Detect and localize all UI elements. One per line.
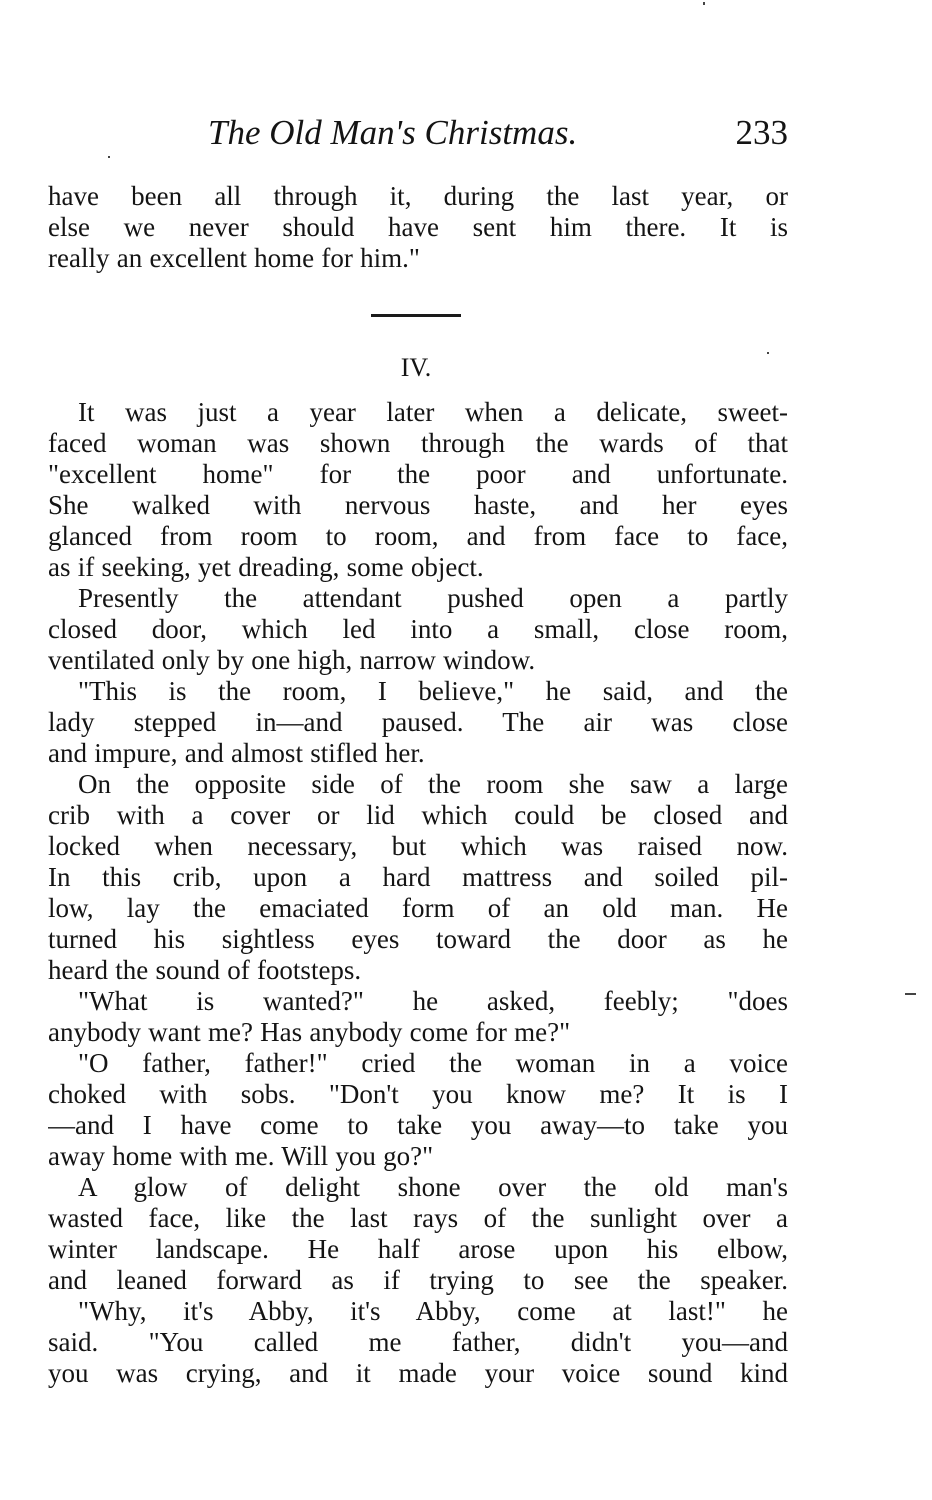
text-line: faced woman was shown through the wards of that xyxy=(48,428,788,458)
text-line: —and I have come to take you away—to take you xyxy=(48,1110,788,1140)
running-title: The Old Man's Christmas. xyxy=(208,113,578,152)
text-line: you was crying, and it made your voice sound kind xyxy=(48,1358,788,1388)
text-line: In this crib, upon a hard mattress and soiled pil- xyxy=(48,862,788,892)
text-line: On the opposite side of the room she saw a large xyxy=(78,769,788,799)
text-line: "excellent home" for the poor and unfortunate. xyxy=(48,459,788,489)
text-line: crib with a cover or lid which could be closed and xyxy=(48,800,788,830)
text-line: and impure, and almost stifled her. xyxy=(48,738,425,768)
section-divider xyxy=(371,314,461,317)
text-line: said. "You called me father, didn't you—and xyxy=(48,1327,788,1357)
print-speck xyxy=(767,352,769,354)
text-line: Presently the attendant pushed open a partly xyxy=(78,583,788,613)
text-line: as if seeking, yet dreading, some object. xyxy=(48,552,484,582)
text-line: really an excellent home for him." xyxy=(48,243,420,273)
text-line: "Why, it's Abby, it's Abby, come at last!" he xyxy=(78,1296,788,1326)
text-line: lady stepped in—and paused. The air was close xyxy=(48,707,788,737)
text-line: anybody want me? Has anybody come for me?" xyxy=(48,1017,571,1047)
text-line: It was just a year later when a delicate, sweet- xyxy=(78,397,788,427)
text-line: locked when necessary, but which was raised now. xyxy=(48,831,788,861)
text-line: "This is the room, I believe," he said, and the xyxy=(78,676,788,706)
text-line: away home with me. Will you go?" xyxy=(48,1141,434,1171)
text-line: have been all through it, during the last year, or xyxy=(48,181,788,211)
text-line: ventilated only by one high, narrow window. xyxy=(48,645,536,675)
text-line: choked with sobs. "Don't you know me? It is I xyxy=(48,1079,788,1109)
text-line: turned his sightless eyes toward the door as he xyxy=(48,924,788,954)
paragraph-continuation xyxy=(48,181,788,274)
text-line: low, lay the emaciated form of an old man. He xyxy=(48,893,788,923)
print-speck xyxy=(703,2,705,5)
text-line: heard the sound of footsteps. xyxy=(48,955,362,985)
text-line: else we never should have sent him there. It is xyxy=(48,212,788,242)
text-line: "What is wanted?" he asked, feebly; "does xyxy=(78,986,788,1016)
chapter-body xyxy=(48,397,788,1389)
text-line: glanced from room to room, and from face to face, xyxy=(48,521,788,551)
text-line: wasted face, like the last rays of the sunlight over a xyxy=(48,1203,788,1233)
section-number: IV. xyxy=(400,353,432,382)
text-line: "O father, father!" cried the woman in a voice xyxy=(78,1048,788,1078)
text-line: She walked with nervous haste, and her eyes xyxy=(48,490,788,520)
print-speck xyxy=(108,156,110,158)
page-number: 233 xyxy=(735,113,788,152)
print-speck xyxy=(905,993,916,995)
text-line: closed door, which led into a small, close room, xyxy=(48,614,788,644)
text-line: winter landscape. He half arose upon his elbow, xyxy=(48,1234,788,1264)
text-line: and leaned forward as if trying to see the speaker. xyxy=(48,1265,788,1295)
text-line: A glow of delight shone over the old man's xyxy=(78,1172,788,1202)
running-head xyxy=(48,113,788,153)
